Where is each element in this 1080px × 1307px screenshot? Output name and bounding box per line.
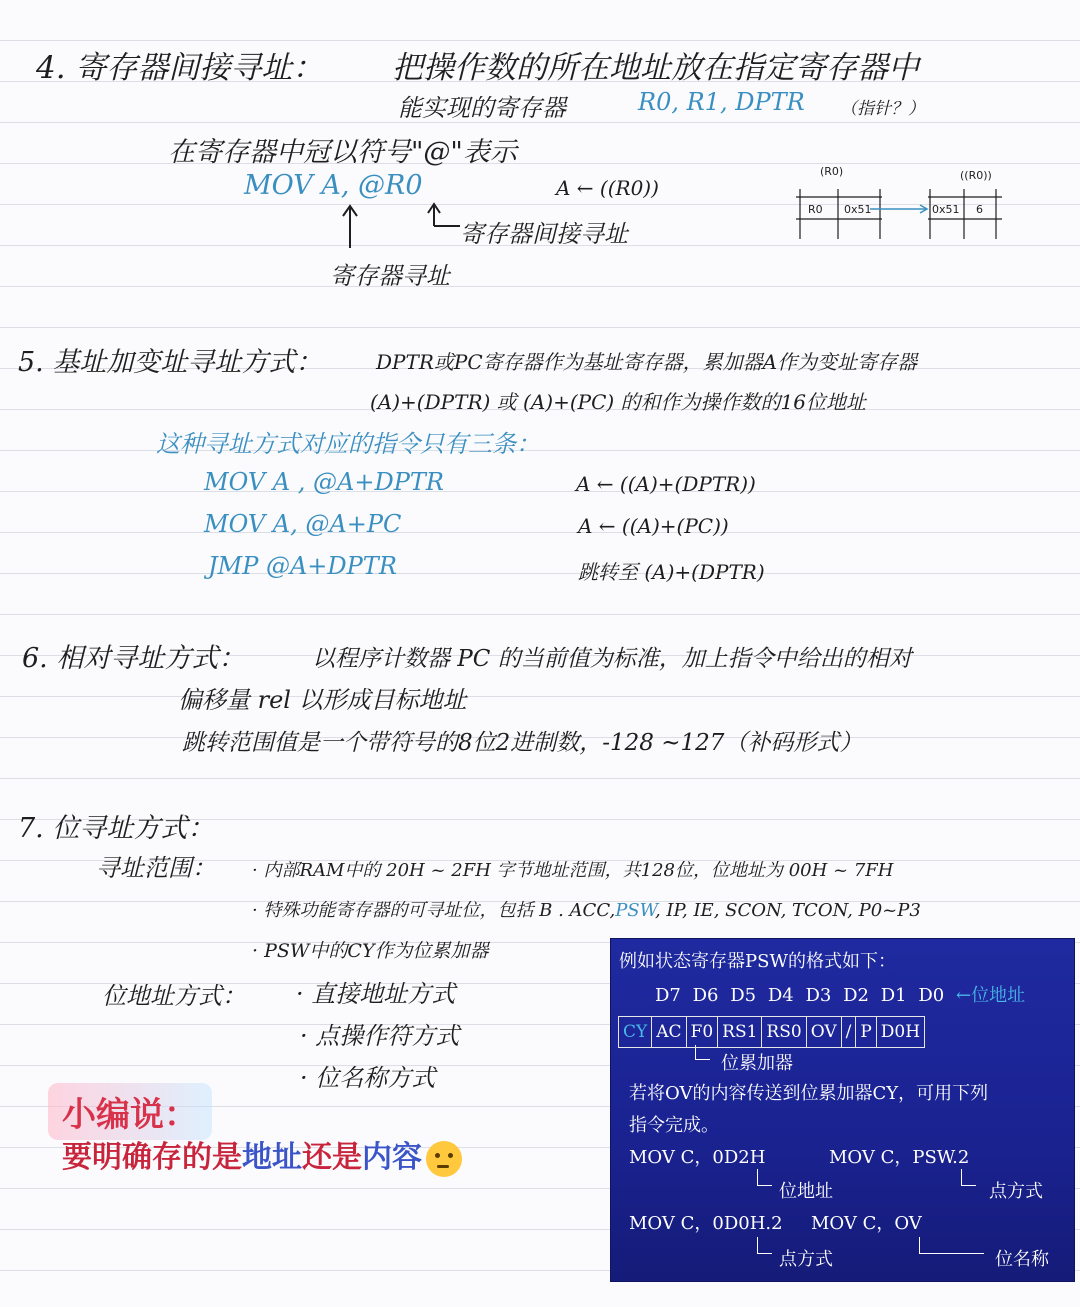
- sec4-effect: A ← ((R0)): [556, 176, 659, 200]
- dot1-bracket: [961, 1169, 976, 1186]
- cell-f0: F0: [687, 1017, 719, 1047]
- sec7-mode-label: 位地址方式：: [102, 982, 246, 1010]
- cell-rs0: RS0: [762, 1017, 806, 1047]
- bit-d7: D7: [655, 985, 681, 1006]
- bit-d0: D0: [918, 985, 945, 1006]
- sec7-range2: [252, 896, 921, 922]
- sec7-range-label: 寻址范围：: [96, 854, 216, 882]
- panel-acc-label: 位累加器: [721, 1053, 793, 1074]
- sec5-instr3-code: JMP @A+DPTR: [208, 552, 397, 580]
- sec4-desc1: 把操作数的所在地址放在指定寄存器中: [392, 50, 919, 86]
- sec7-range2-a: · 特殊功能寄存器的可寻址位，包括 B . ACC,: [252, 900, 616, 921]
- panel-line1: 例如状态寄存器PSW的格式如下：: [619, 951, 896, 972]
- diagram-cell-addr: 0x51: [844, 203, 872, 216]
- cell-cy: CY: [619, 1017, 652, 1047]
- note-text-content: 内容: [362, 1140, 422, 1175]
- cell-d0h: D0H: [880, 1022, 921, 1042]
- note-text-c: 还是: [302, 1140, 362, 1175]
- bit-d2: D2: [843, 985, 870, 1006]
- label-register-addressing: 寄存器寻址: [330, 262, 450, 290]
- sec5-title: 5. 基址加变址寻址方式：: [18, 347, 323, 378]
- register-diagram: [796, 165, 1006, 243]
- cell-ac: AC: [652, 1017, 686, 1047]
- sec7-range1: · 内部RAM中的 20H ~ 2FH 字节地址范围，共128位，位地址为 00H ~ 7FH: [252, 860, 894, 881]
- note-text-address: 地址: [242, 1140, 302, 1175]
- sec5-instr1-code: MOV A , @A+DPTR: [204, 468, 444, 496]
- sec6-desc3: 跳转范围值是一个带符号的8位2进制数，-128 ~127（补码形式）: [182, 730, 863, 756]
- sec7-mode3: · 位名称方式: [300, 1064, 436, 1092]
- bitaddr-bracket: [757, 1169, 772, 1186]
- sec7-range3: · PSW中的CY作为位累加器: [252, 940, 489, 962]
- panel-line2: 若将OV的内容传送到位累加器CY，可用下列: [629, 1083, 989, 1104]
- sec5-desc1: DPTR或PC寄存器作为基址寄存器，累加器A作为变址寄存器: [376, 350, 918, 374]
- name-bracket: [919, 1237, 984, 1254]
- cell-rs1: RS1: [718, 1017, 762, 1047]
- sec4-registers: R0, R1, DPTR: [638, 88, 805, 116]
- sec5-instr2-code: MOV A, @A+PC: [204, 510, 402, 538]
- sec5-instr1-effect: A ← ((A)+(DPTR)): [576, 472, 756, 496]
- note-text-a: 要明确存的是: [62, 1140, 242, 1175]
- panel-lbl-dot1: 点方式: [989, 1181, 1043, 1202]
- thinking-face-icon: [426, 1141, 462, 1177]
- panel-bit-row: [655, 981, 1025, 1007]
- sec4-title: 4. 寄存器间接寻址：: [36, 50, 324, 86]
- bit-d3: D3: [805, 985, 832, 1006]
- sec5-instr2-effect: A ← ((A)+(PC)): [578, 514, 729, 538]
- bit-d6: D6: [692, 985, 719, 1006]
- sec5-instr3-effect: 跳转至 (A)+(DPTR): [578, 560, 765, 584]
- panel-ex1b: MOV C，PSW.2: [829, 1147, 970, 1168]
- sec7-mode1: · 直接地址方式: [296, 980, 456, 1008]
- panel-lbl-bitaddr: 位地址: [779, 1181, 833, 1202]
- sec4-desc2a: 能实现的寄存器: [398, 94, 566, 122]
- psw-bit-table: [618, 1016, 925, 1048]
- dot2-bracket: [757, 1237, 772, 1254]
- diagram-cell-r0: R0: [808, 203, 823, 216]
- psw-panel: [610, 938, 1075, 1282]
- bit-d5: D5: [730, 985, 757, 1006]
- panel-ex1a: MOV C，0D2H: [629, 1147, 766, 1168]
- label-indirect-addressing: 寄存器间接寻址: [460, 220, 628, 248]
- editor-note-text: [62, 1132, 462, 1177]
- sec7-title: 7. 位寻址方式：: [18, 813, 215, 844]
- diagram-label-r0: (R0): [820, 165, 844, 178]
- sec4-line3: 在寄存器中冠以符号"@"表示: [168, 137, 517, 168]
- sec6-title: 6. 相对寻址方式：: [22, 643, 246, 674]
- sec5-desc2: (A)+(DPTR) 或 (A)+(PC) 的和作为操作数的16位地址: [370, 390, 866, 414]
- sec6-desc1: 以程序计数器 PC 的当前值为标准，加上指令中给出的相对: [312, 646, 912, 672]
- sec5-note: 这种寻址方式对应的指令只有三条：: [156, 430, 540, 458]
- cell-ov: OV: [807, 1017, 842, 1047]
- panel-ex2b: MOV C，OV: [811, 1213, 922, 1234]
- panel-ex2a: MOV C，0D0H.2: [629, 1213, 783, 1234]
- sec4-pointer-note: （指针？）: [840, 99, 925, 119]
- panel-lbl-dot2: 点方式: [779, 1249, 833, 1270]
- cell-p: P: [856, 1017, 876, 1047]
- cell-slash: /: [842, 1017, 857, 1047]
- diagram-label-r0-content: ((R0)): [960, 169, 992, 182]
- panel-lbl-name: 位名称: [995, 1249, 1049, 1270]
- editor-note-title: 小编说：: [48, 1083, 212, 1140]
- sec6-desc2: 偏移量 rel 以形成目标地址: [178, 686, 467, 714]
- diagram-cell-value: 6: [976, 203, 983, 216]
- sec7-range2-psw: PSW: [615, 900, 655, 921]
- diagram-cell-addr2: 0x51: [932, 203, 960, 216]
- bit-d1: D1: [880, 985, 907, 1006]
- panel-line3: 指令完成。: [629, 1115, 719, 1136]
- sec7-mode2: · 点操作符方式: [300, 1022, 460, 1050]
- bit-d4: D4: [767, 985, 794, 1006]
- sec4-code: MOV A, @R0: [244, 170, 423, 201]
- sec7-range2-c: , IP, IE, SCON, TCON, P0~P3: [654, 900, 921, 921]
- bit-address-label: ←位地址: [956, 985, 1026, 1006]
